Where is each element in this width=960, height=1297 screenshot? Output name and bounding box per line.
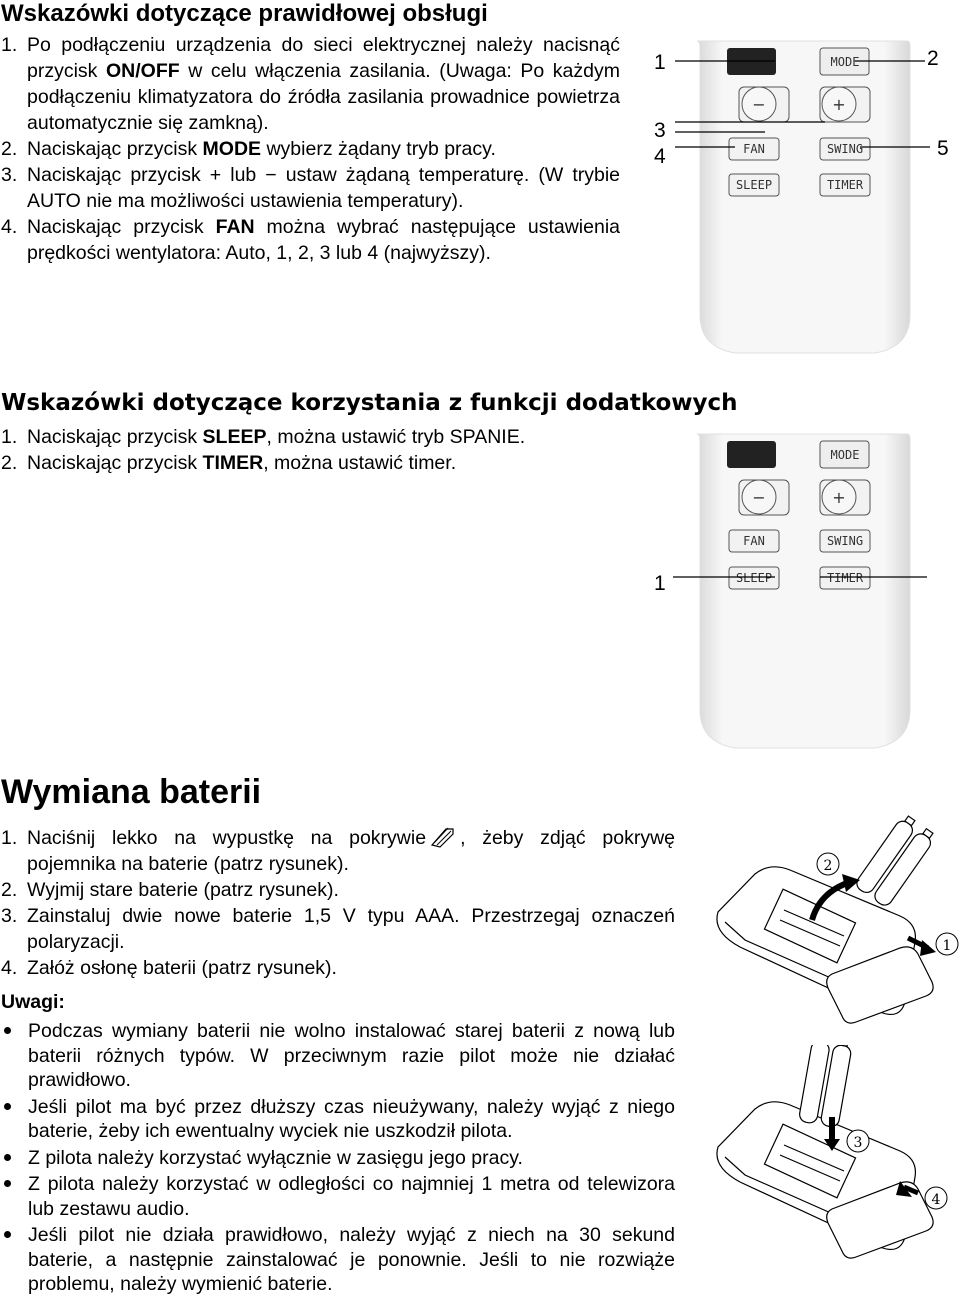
bullet-icon [1, 1146, 28, 1171]
battery-removal-figure [700, 812, 960, 1040]
notes-title: Uwagi: [1, 991, 65, 1013]
bullet-icon [1, 1223, 28, 1297]
battery-steps [1, 825, 675, 1297]
list-item: Z pilota należy korzystać w odległości co najmniej 1 metra od telewizora lub zestawu audio. [1, 1172, 675, 1221]
bullet-icon [1, 1019, 28, 1093]
list-item: Podczas wymiany baterii nie wolno instalować starej baterii z nową lub baterii różnych typów. W przeciwnym razie pilot może nie działać prawidłowo. [1, 1019, 675, 1093]
section-title-operation: Wskazówki dotyczące prawidłowej obsługi [1, 0, 488, 27]
callout-3: 3 [654, 119, 666, 142]
callout-1: 1 [654, 51, 666, 74]
section-title-extra-functions: Wskazówki dotyczące korzystania z funkcji dodatkowych [1, 390, 738, 416]
list-item: 2. Naciskając przycisk TIMER, można ustawić timer. [1, 452, 457, 474]
remote-illustration [645, 428, 960, 750]
list-item: 1. Naciskając przycisk SLEEP, można ustawić tryb SPANIE. [1, 426, 526, 448]
figure-step-1: 1 [942, 938, 952, 954]
swing-button[interactable]: SWING [826, 534, 864, 548]
battery-install-figure [700, 1045, 960, 1275]
list-item: Z pilota należy korzystać wyłącznie w zasięgu jego pracy. [1, 1146, 675, 1171]
timer-button[interactable]: TIMER [826, 571, 864, 585]
swing-button[interactable]: SWING [826, 142, 864, 156]
callout-2: 2 [927, 47, 939, 70]
section-title-battery: Wymiana baterii [1, 773, 262, 811]
fan-button[interactable]: FAN [743, 534, 765, 548]
minus-button[interactable]: − [752, 95, 766, 114]
power-button[interactable] [727, 441, 776, 468]
bullet-icon [1, 1095, 28, 1144]
remote-diagram-2 [645, 428, 960, 750]
list-item: 1. Po podłączeniu urządzenia do sieci elektrycznej należy nacisnąć przycisk ON/OFF w celu włączenia zasilania. (Uwaga: Po każdym podłączeniu klimatyzatora do źródła zasilania prowadnice powietrza automatycznie się zamkną). [1, 34, 620, 134]
list-item: 2. Naciskając przycisk MODE wybierz żądany tryb pracy. [1, 138, 496, 160]
battery-removal-illustration [700, 812, 960, 1040]
fan-button[interactable]: FAN [743, 142, 765, 156]
list-item: 3. Naciskając przycisk + lub − ustaw żądaną temperaturę. (W trybie AUTO nie ma możliwości ustawienia temperatury). [1, 164, 620, 212]
callout-4: 4 [654, 145, 666, 168]
list-item: 2. Wyjmij stare baterie (patrz rysunek). [1, 879, 339, 901]
list-item: 4. Naciskając przycisk FAN można wybrać następujące ustawienia prędkości wentylatora: Auto, 1, 2, 3 lub 4 (najwyższy). [1, 216, 620, 264]
remote-illustration [645, 35, 960, 355]
latch-icon [428, 825, 458, 849]
list-item: 3. Zainstaluj dwie nowe baterie 1,5 V typu AAA. Przestrzegaj oznaczeń polaryzacji. [1, 905, 675, 953]
mode-button[interactable]: MODE [830, 55, 860, 69]
figure-step-3: 3 [853, 1135, 863, 1151]
remote-diagram-1 [645, 35, 960, 355]
timer-button[interactable]: TIMER [826, 178, 864, 192]
plus-button[interactable]: + [832, 95, 846, 114]
callout-5: 5 [937, 137, 949, 160]
bullet-icon [1, 1172, 28, 1221]
minus-button[interactable]: − [752, 488, 766, 507]
sleep-button[interactable]: SLEEP [735, 571, 773, 585]
figure-step-2: 2 [823, 858, 833, 874]
sleep-button[interactable]: SLEEP [735, 178, 773, 192]
list-item: Jeśli pilot nie działa prawidłowo, należy wyjąć z niech na 30 sekund baterie, a następnie zainstalować je ponownie. Jeśli to nie rozwiąże problemu, należy wymienić baterie. [1, 1223, 675, 1297]
callout-1: 1 [654, 572, 666, 595]
extra-functions-instructions [1, 424, 631, 476]
operation-instructions [1, 32, 620, 266]
figure-step-4: 4 [931, 1192, 941, 1208]
mode-button[interactable]: MODE [830, 448, 860, 462]
battery-install-illustration [700, 1045, 960, 1275]
list-item: 4. Załóż osłonę baterii (patrz rysunek). [1, 957, 337, 979]
list-item: Jeśli pilot ma być przez dłuższy czas nieużywany, należy wyjąć z niego baterie, żeby ich ewentualny wyciek nie uszkodził pilota. [1, 1095, 675, 1144]
list-item: 1. Naciśnij lekko na wypustkę na pokrywie , żeby zdjąć pokrywę pojemnika na baterie (patrz rysunek). [1, 827, 675, 875]
plus-button[interactable]: + [832, 488, 846, 507]
